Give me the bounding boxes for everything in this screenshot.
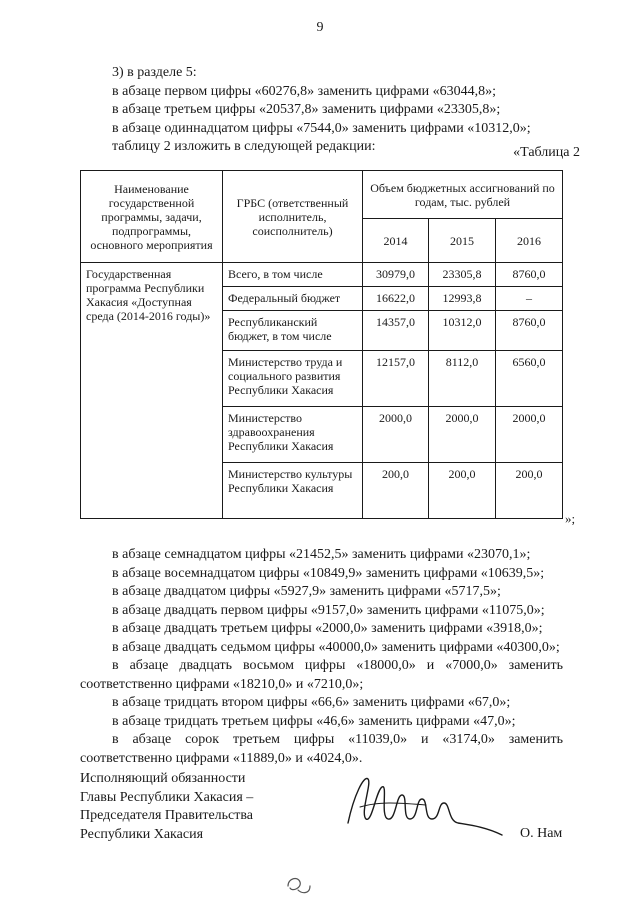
signature-title-line: Главы Республики Хакасия – <box>80 789 254 805</box>
intro-line: в абзаце первом цифры «60276,8» заменить цифрами «63044,8»; <box>112 83 496 99</box>
header-year: 2014 <box>363 219 429 263</box>
amendment-line: в абзаце семнадцатом цифры «21452,5» заменить цифрами «23070,1»; <box>112 547 531 562</box>
amendment-line: в абзаце сорок третьем цифры «11039,0» и «3174,0» заменить соответственно цифрами «11889,0» и «4024,0». <box>80 732 563 766</box>
grbs-cell: Всего, в том числе <box>223 263 363 287</box>
intro-line: 3) в разделе 5: <box>112 65 197 80</box>
table-row <box>81 263 563 287</box>
signature-title-line: Республики Хакасия <box>80 826 204 842</box>
value-cell: – <box>496 287 563 311</box>
value-cell: 200,0 <box>429 463 496 519</box>
intro-line: таблицу 2 изложить в следующей редакции: <box>112 139 376 154</box>
grbs-cell: Республиканский бюджет, в том числе <box>223 311 363 351</box>
value-cell: 30979,0 <box>363 263 429 287</box>
program-name: Государственная программа Республики Хакасия «Доступная среда (2014-2016 годы)» <box>81 263 223 519</box>
value-cell: 10312,0 <box>429 311 496 351</box>
amendment-line: в абзаце двадцать седьмом цифры «40000,0» заменить цифрами «40300,0»; <box>112 639 560 655</box>
amendment-line: в абзаце восемнадцатом цифры «10849,9» заменить цифрами «10639,5»; <box>112 565 545 581</box>
amendment-line: в абзаце двадцать восьмом цифры «18000,0» и «7000,0» заменить соответственно цифрами «18210,0» и «7210,0»; <box>80 658 563 692</box>
intro-paragraphs <box>112 64 531 157</box>
signature-title-block <box>80 770 253 844</box>
header-program: Наименование государственной программы, задачи, подпрограммы, основного мероприятия <box>81 171 223 263</box>
header-year: 2015 <box>429 219 496 263</box>
handwritten-mark <box>282 872 316 898</box>
value-cell: 2000,0 <box>496 407 563 463</box>
value-cell: 200,0 <box>363 463 429 519</box>
grbs-cell: Министерство культуры Республики Хакасия <box>223 463 363 519</box>
value-cell: 14357,0 <box>363 311 429 351</box>
signature-title-line: Председателя Правительства <box>80 808 254 823</box>
header-year: 2016 <box>496 219 563 263</box>
page-number: 9 <box>316 20 324 35</box>
value-cell: 8112,0 <box>429 351 496 407</box>
grbs-cell: Министерство здравоохранения Республики Хакасия <box>223 407 363 463</box>
amendment-line: в абзаце тридцать третьем цифры «46,6» заменить цифрами «47,0»; <box>112 713 516 729</box>
value-cell: 200,0 <box>496 463 563 519</box>
value-cell: 23305,8 <box>429 263 496 287</box>
signer-name: О. Нам <box>520 826 563 841</box>
header-grbs: ГРБС (ответственный исполнитель, соисполнитель) <box>223 171 363 263</box>
intro-line: в абзаце одиннадцатом цифры «7544,0» заменить цифрами «10312,0»; <box>112 120 531 136</box>
budget-table <box>80 170 563 519</box>
signature-title-line: Исполняющий обязанности <box>80 771 246 786</box>
amendment-line: в абзаце тридцать втором цифры «66,6» заменить цифрами «67,0»; <box>112 695 511 710</box>
value-cell: 2000,0 <box>363 407 429 463</box>
amendment-line: в абзаце двадцатом цифры «5927,9» заменить цифрами «5717,5»; <box>112 584 501 599</box>
amendment-line: в абзаце двадцать первом цифры «9157,0» заменить цифрами «11075,0»; <box>112 602 545 618</box>
amendment-line: в абзаце двадцать третьем цифры «2000,0» заменить цифрами «3918,0»; <box>112 621 543 636</box>
value-cell: 8760,0 <box>496 311 563 351</box>
grbs-cell: Федеральный бюджет <box>223 287 363 311</box>
value-cell: 2000,0 <box>429 407 496 463</box>
value-cell: 12157,0 <box>363 351 429 407</box>
value-cell: 8760,0 <box>496 263 563 287</box>
handwritten-signature <box>330 765 510 845</box>
value-cell: 6560,0 <box>496 351 563 407</box>
amendment-paragraphs <box>80 546 563 768</box>
table-closing-quote: »; <box>565 511 576 526</box>
intro-line: в абзаце третьем цифры «20537,8» заменить цифрами «23305,8»; <box>112 102 501 117</box>
value-cell: 16622,0 <box>363 287 429 311</box>
grbs-cell: Министерство труда и социального развития Республики Хакасия <box>223 351 363 407</box>
table-caption: «Таблица 2 <box>513 145 580 160</box>
value-cell: 12993,8 <box>429 287 496 311</box>
header-volume: Объем бюджетных ассигнований по годам, тыс. рублей <box>363 171 563 219</box>
